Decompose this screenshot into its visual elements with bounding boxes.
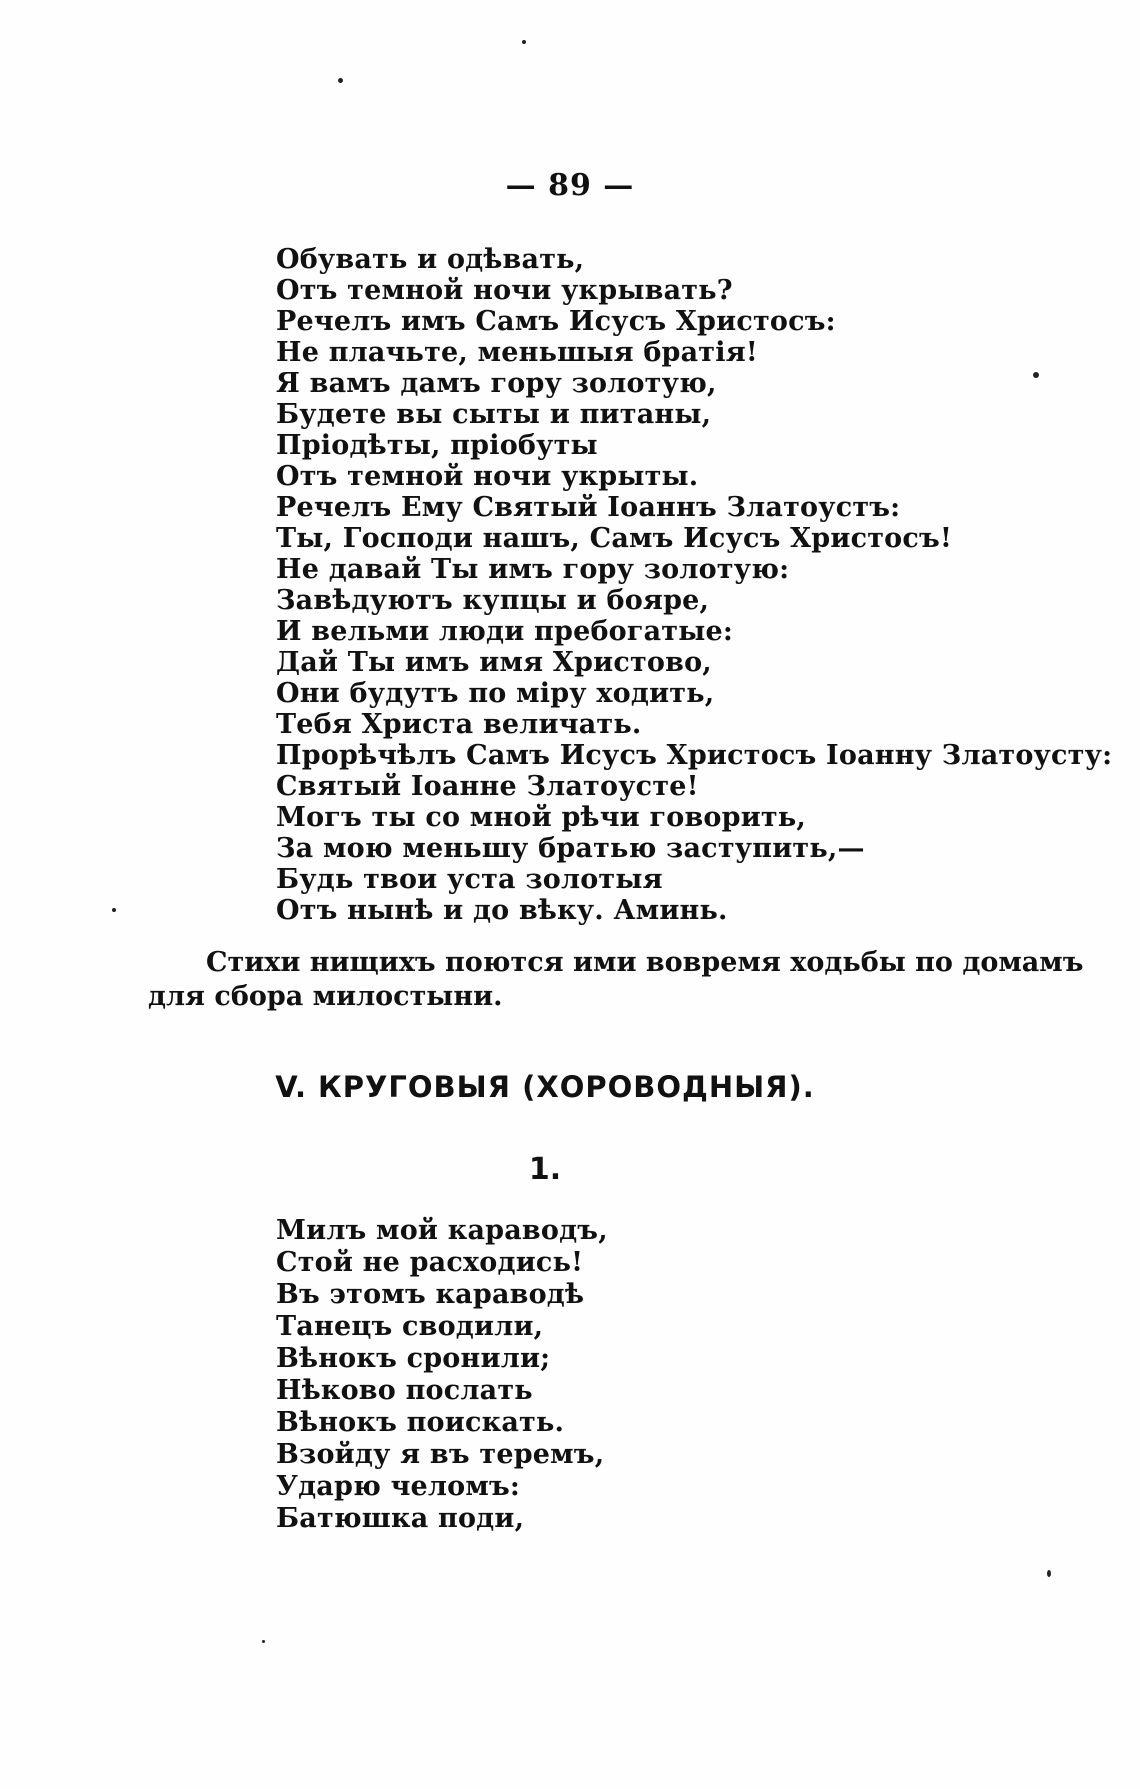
poem-line: Тебя Христа величать. <box>276 709 642 740</box>
poem-line: Я вамъ дамъ гору золотую, <box>276 368 717 399</box>
poem-line: Отъ темной ночи укрыты. <box>276 461 699 492</box>
poem-continuation <box>276 244 1112 926</box>
page-number: — 89 — <box>505 168 635 203</box>
poem-line: Взойду я въ теремъ, <box>276 1439 605 1470</box>
poem-line: Они будутъ по міру ходить, <box>276 678 715 709</box>
poem-line: Завѣдуютъ купцы и бояре, <box>276 585 710 616</box>
poem-line: Могъ ты со мной рѣчи говорить, <box>276 802 806 833</box>
subsection-number: 1. <box>528 1152 562 1187</box>
scan-speck <box>1033 372 1039 378</box>
scan-speck <box>338 78 343 83</box>
poem-line: Отъ нынѣ и до вѣку. Аминь. <box>276 895 728 926</box>
poem-line: Пріодѣты, пріобуты <box>276 430 598 461</box>
poem-line: И вельми люди пребогатые: <box>276 616 734 647</box>
poem-line: Батюшка поди, <box>276 1503 525 1534</box>
poem-line: Стой не расходись! <box>276 1247 584 1278</box>
poem-line: Вѣнокъ сронили; <box>276 1343 551 1374</box>
prose-note <box>148 946 1084 1014</box>
poem-line: Не давай Ты имъ гору золотую: <box>276 554 790 585</box>
poem-line: Речелъ имъ Самъ Исусъ Христосъ: <box>276 306 836 337</box>
poem-line: Прорѣчѣлъ Самъ Исусъ Христосъ Іоанну Златоусту: <box>276 740 1113 771</box>
poem-line: Милъ мой караводъ, <box>276 1215 608 1246</box>
poem-line: Танецъ сводили, <box>276 1311 544 1342</box>
poem-line: За мою меньшу братью заступить,— <box>276 833 865 864</box>
poem-line: Речелъ Ему Святый Іоаннъ Златоустъ: <box>276 492 901 523</box>
round-dance-song <box>276 1215 608 1535</box>
poem-line: Ударю челомъ: <box>276 1471 521 1502</box>
poem-line: Ты, Господи нашъ, Самъ Исусъ Христосъ! <box>276 523 952 554</box>
poem-line: Будь твои уста золотыя <box>276 864 663 895</box>
poem-line: Святый Іоанне Златоусте! <box>276 771 699 802</box>
scan-speck <box>522 40 526 44</box>
poem-line: Не плачьте, меньшыя братія! <box>276 337 758 368</box>
note-line: для сбора милостыни. <box>148 981 503 1012</box>
poem-line: Нѣково послать <box>276 1375 533 1406</box>
poem-line: Будете вы сыты и питаны, <box>276 399 712 430</box>
note-line: Стихи нищихъ поются ими вовремя ходьбы по домамъ <box>206 947 1084 978</box>
scan-speck <box>112 908 116 912</box>
poem-line: Отъ темной ночи укрывать? <box>276 275 733 306</box>
section-title: V. КРУГОВЫЯ (ХОРОВОДНЫЯ). <box>275 1070 815 1104</box>
poem-line: Обувать и одѣвать, <box>276 244 585 275</box>
scan-speck <box>262 1640 265 1643</box>
scan-speck <box>1047 1570 1051 1577</box>
poem-line: Вѣнокъ поискать. <box>276 1407 565 1438</box>
poem-line: Въ этомъ караводѣ <box>276 1279 585 1310</box>
poem-line: Дай Ты имъ имя Христово, <box>276 647 712 678</box>
